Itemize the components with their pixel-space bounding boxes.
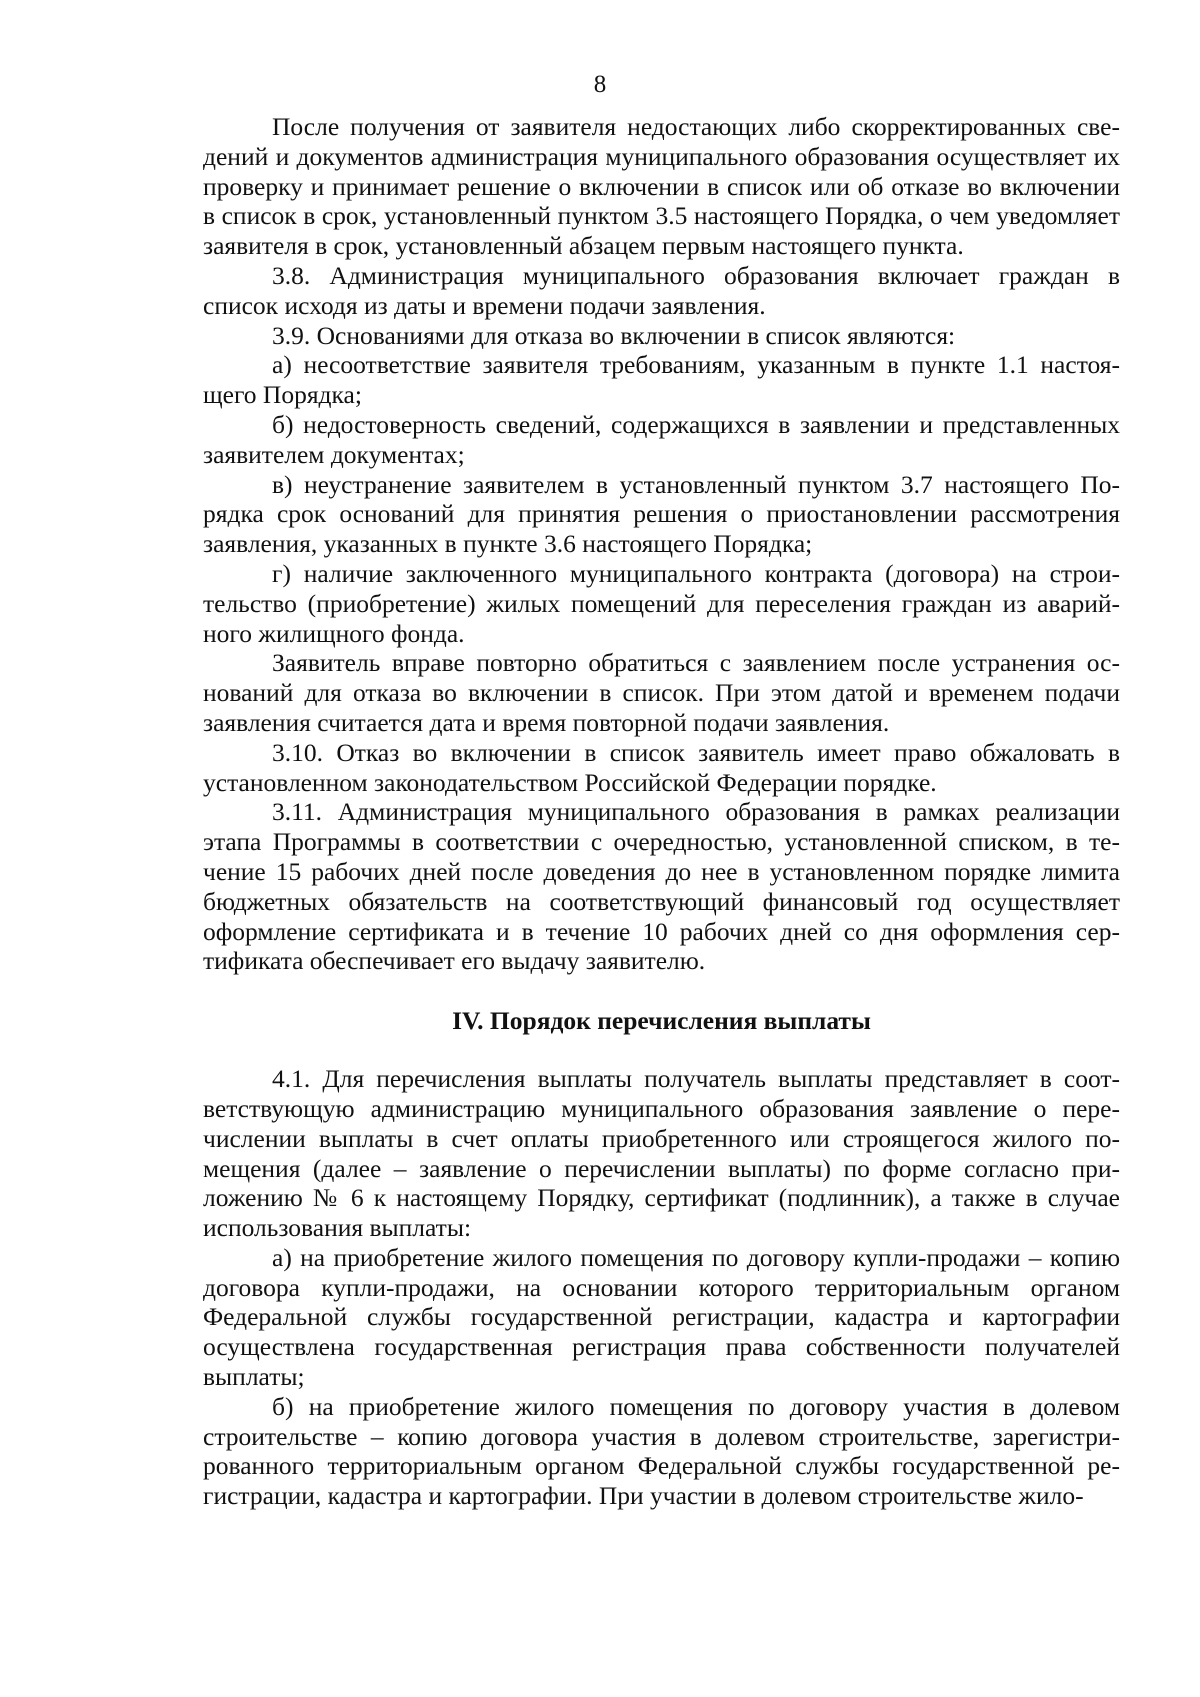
document-body	[203, 112, 1120, 1511]
paragraph-3-9: 3.9. Основаниями для отказа во включении в список являются:	[272, 320, 956, 350]
paragraph-3-8: 3.8. Администрация муниципального образования включает граждан в список исходя из даты и времени подачи заявления.	[203, 260, 1120, 320]
paragraph-3-9-g: г) наличие заключенного муниципального контракта (договора) на строительство (приобретение) жилых помещений для переселения граждан из аварийного жилищного фонда.	[203, 558, 1120, 648]
paragraph-reapply: Заявитель вправе повторно обратиться с заявлением после устранения оснований для отказа во включении в список. При этом датой и временем подачи заявления считается дата и время повторной подачи заявления.	[203, 648, 1120, 737]
paragraph-4-1: 4.1. Для перечисления выплаты получатель выплаты представляет в соответствующую администрацию муниципального образования заявление о перечислении выплаты в счет оплаты приобретенного или строящегося жилого помещения (далее – заявление о перечислении выплаты) по форме согласно приложению № 6 к настоящему Порядку, сертификат (подлинник), а также в случае использования выплаты:	[203, 1064, 1120, 1243]
section-heading: IV. Порядок перечисления выплаты	[452, 1006, 871, 1036]
paragraph-3-9-v: в) неустранение заявителем в установленный пунктом 3.7 настоящего Порядка срок оснований для принятия решения о приостановлении рассмотрения заявления, указанных в пункте 3.6 настоящего Порядка;	[203, 469, 1120, 559]
paragraph-4-1-b: б) на приобретение жилого помещения по договору участия в долевом строительстве – копию договора участия в долевом строительстве, зарегистрированного территориальным органом Федеральной службы государственной регистрации, кадастра и картографии. При участии в долевом строительстве жило-	[203, 1391, 1120, 1511]
paragraph-4-1-a: а) на приобретение жилого помещения по договору купли-продажи – копию договора купли-продажи, на основании которого территориальным органом Федеральной службы государственной регистрации, кадастра и картографии осуществлена государственная регистрация права собственности получателей выплаты;	[203, 1242, 1120, 1392]
paragraph-3-9-a: а) несоответствие заявителя требованиям, указанным в пункте 1.1 настоящего Порядка;	[203, 350, 1120, 410]
paragraph-3-9-b: б) недостоверность сведений, содержащихся в заявлении и представленных заявителем документах;	[203, 409, 1120, 469]
paragraph-3-7-continuation: После получения от заявителя недостающих либо скорректированных сведений и документов администрация муниципального образования осуществляет их проверку и принимает решение о включении в список или об отказе во включении в список в срок, установленный пунктом 3.5 настоящего Порядка, о чем уведомляет заявителя в срок, установленный абзацем первым настоящего пункта.	[203, 112, 1120, 261]
paragraph-3-10: 3.10. Отказ во включении в список заявитель имеет право обжаловать в установленном законодательством Российской Федерации порядке.	[203, 737, 1120, 797]
page-number: 8	[593, 71, 607, 98]
paragraph-3-11: 3.11. Администрация муниципального образования в рамках реализации этапа Программы в соответствии с очередностью, установленной списком, в течение 15 рабочих дней после доведения до нее в установленном порядке лимита бюджетных обязательств на соответствующий финансовый год осуществляет оформление сертификата и в течение 10 рабочих дней со дня оформления сертификата обеспечивает его выдачу заявителю.	[203, 797, 1120, 976]
